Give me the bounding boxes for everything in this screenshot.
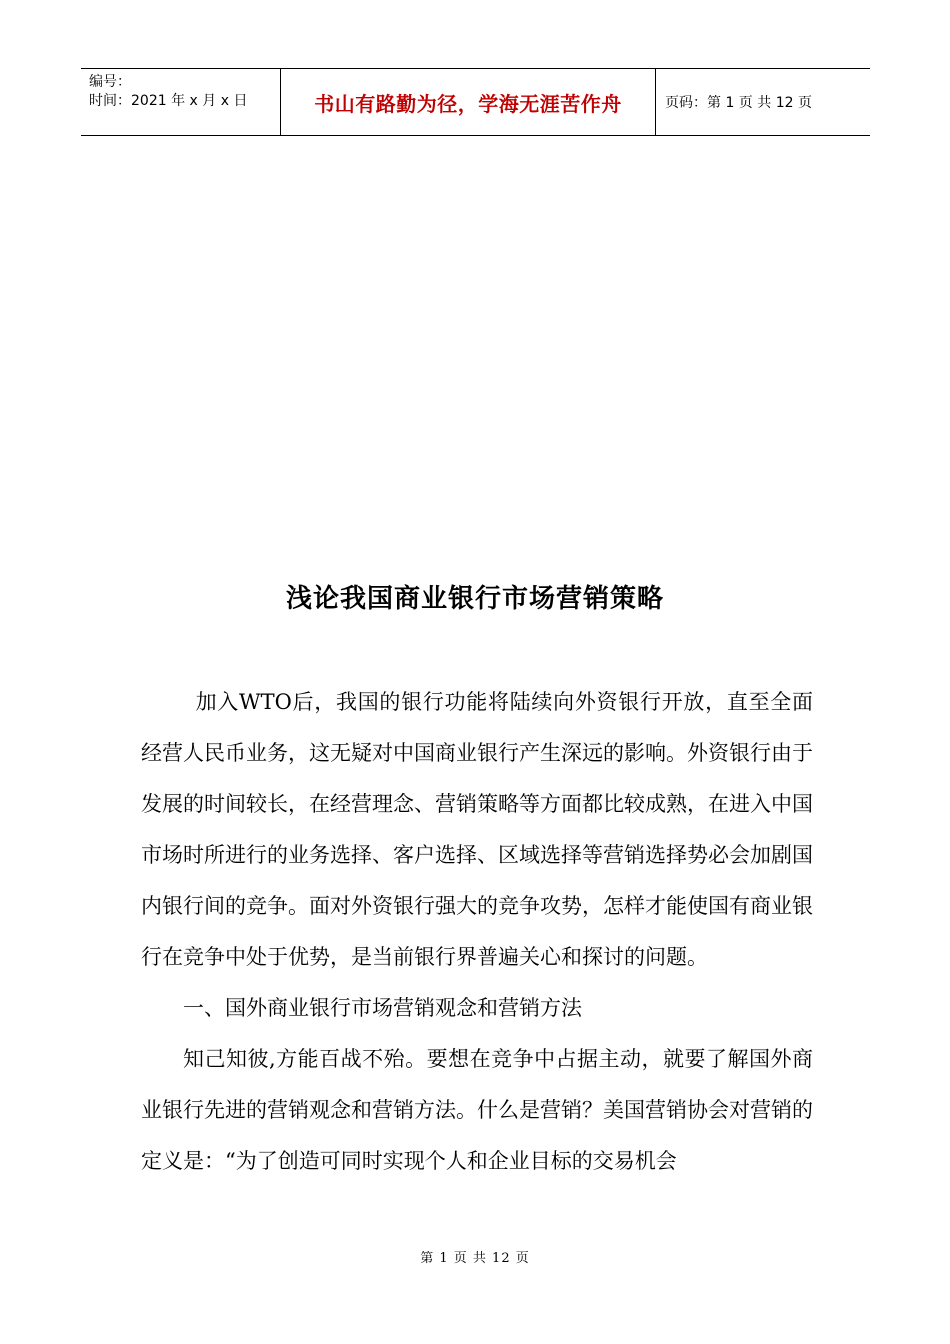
document-title: 浅论我国商业银行市场营销策略 [285, 584, 664, 614]
header-meta [89, 73, 247, 111]
paragraph: 加入WTO后，我国的银行功能将陆续向外资银行开放，直至全面经营人民币业务，这无疑对中国商业银行产生深远的影响。外资银行由于发展的时间较长，在经营理念、营销策略等方面都比较成熟，在进入中国市场时所进行的业务选择、客户选择、区域选择等营销选择势必会加剧国内银行间的竞争。面对外资银行强大的竞争攻势，怎样才能使国有商业银行在竞争中处于优势，是当前银行界普遍关心和探讨的问题。 [141, 690, 813, 969]
page-footer: 第 1 页 共 12 页 [420, 1251, 530, 1266]
document-body [141, 677, 813, 1187]
section-heading: 一、国外商业银行市场营销观念和营销方法 [183, 996, 582, 1020]
header-divider [655, 69, 656, 135]
time-label: 时间：2021 年 x 月 x 日 [89, 93, 248, 109]
paragraph: 知己知彼,方能百战不殆。要想在竞争中占据主动，就要了解国外商业银行先进的营销观念和营销方法。什么是营销？美国营销协会对营销的定义是：“为了创造可同时实现个人和企业目标的交易机会 [141, 1047, 813, 1173]
document-header [81, 68, 870, 136]
number-label: 编号： [89, 74, 131, 90]
header-motto: 书山有路勤为径，学海无涯苦作舟 [314, 91, 622, 116]
header-page-info: 页码：第 1 页 共 12 页 [665, 95, 812, 111]
